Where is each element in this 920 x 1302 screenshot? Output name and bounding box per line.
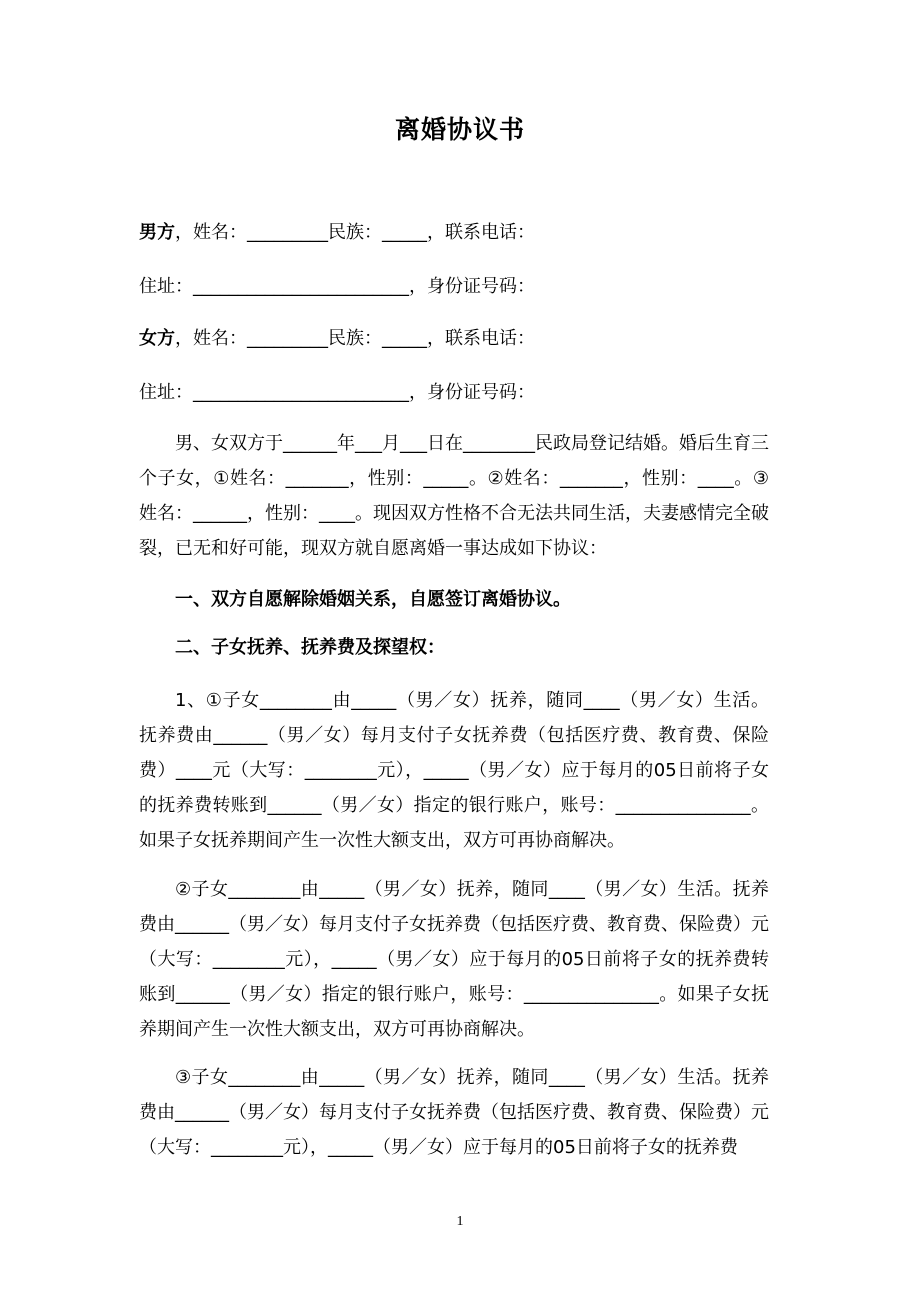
child-1-paragraph: 1、①子女________由_____（男／女）抚养，随同____（男／女）生活。抚养费由______（男／女）每月支付子女抚养费（包括医疗费、教育费、保险费）____元（大写：________元），_____（男／女）应于每月的05日前将子女的抚养费转账到______（男／女）指定的银行账户，账号：_______________。如果子女抚养期间产生一次性大额支出，双方可再协商解决。 [139, 690, 769, 851]
child-2-paragraph: ②子女________由_____（男／女）抚养，随同____（男／女）生活。抚养费由______（男／女）每月支付子女抚养费（包括医疗费、教育费、保险费）元（大写：________元），_____（男／女）应于每月的05日前将子女的抚养费转账到______（男／女）指定的银行账户，账号：_______________。如果子女抚养期间产生一次性大额支出，双方可再协商解决。 [139, 879, 769, 1040]
child-3-paragraph: ③子女________由_____（男／女）抚养，随同____（男／女）生活。抚养费由______（男／女）每月支付子女抚养费（包括医疗费、教育费、保险费）元（大写：________元），_____（男／女）应于每月的05日前将子女的抚养费 [139, 1067, 769, 1158]
intro-paragraph: 男、女双方于______年___月___日在________民政局登记结婚。婚后生育三个子女，①姓名：_______，性别：_____。②姓名：_______，性别：____。③姓名：______，性别：____。现因双方性格不合无法共同生活，夫妻感情完全破裂，已无和好可能，现双方就自愿离婚一事达成如下协议： [139, 433, 769, 559]
section-1-heading: 一、双方自愿解除婚姻关系，自愿签订离婚协议。 [175, 589, 571, 610]
female-address-line: 住址：________________________，身份证号码： [139, 382, 535, 403]
female-label: 女方 [139, 328, 175, 349]
male-party-line [139, 218, 779, 248]
female-fields: ，姓名：_________民族：_____，联系电话： [175, 328, 535, 349]
page-number: 1 [456, 1214, 464, 1229]
male-label: 男方 [139, 222, 175, 243]
female-party-line [139, 324, 779, 354]
male-address-line: 住址：________________________，身份证号码： [139, 276, 535, 297]
document-title: 离婚协议书 [394, 115, 525, 144]
male-fields: ，姓名：_________民族：_____，联系电话： [175, 222, 535, 243]
section-2-heading: 二、子女抚养、抚养费及探望权： [175, 637, 445, 658]
